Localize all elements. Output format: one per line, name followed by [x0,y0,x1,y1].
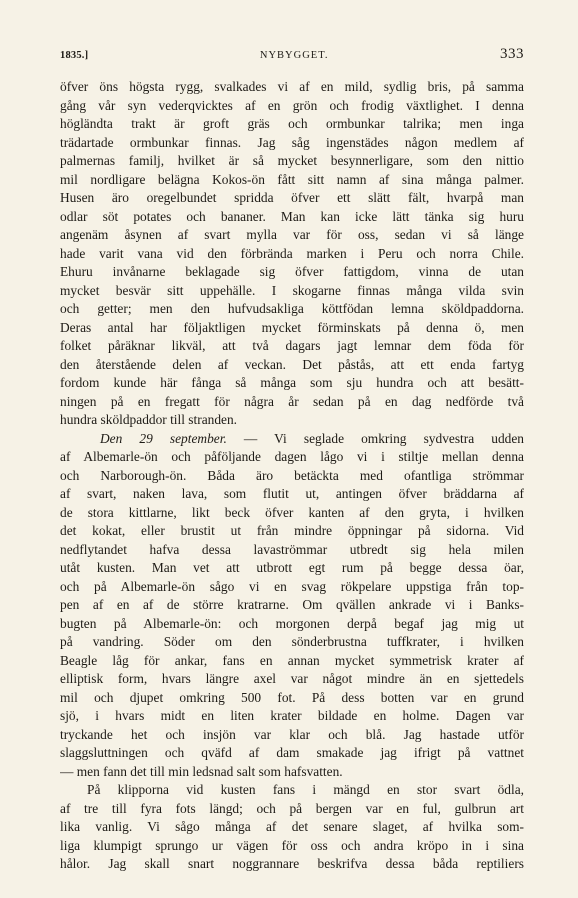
text-line: palmernas familj, hvilket är så mycket besynnerligare, som den nittio [60,153,524,168]
text-line: På klipporna vid kusten fans i mängd en stor svart ödla, [87,782,524,797]
text-line: mil och djupet omkring 500 fot. På dess botten var en grund [60,689,524,705]
text-line: utåt kusten. Man vet att utbrott egt rum på begge dessa öar, [60,560,524,575]
text-line: sjö, i hvars midt en liten krater bildade en holme. Dagen var [60,708,524,723]
text-line: af Albemarle-ön och påföljande dagen lågo vi i stiltje mellan denna [60,449,524,464]
text-line: tryckande het och insjön var klar och blå. Jag hastade utför [60,726,524,742]
text-line: gång vår syn vederqvicktes af en grön och frodig växtlighet. I denna [60,97,524,113]
entry-date: Den 29 september. [100,430,227,446]
text-line: odlar söt potates och bananer. Man kan icke lätt tänka sig huru [60,208,524,224]
text-line: lika vanlig. Vi sågo många af det senare slaget, af hvilka som- [60,819,524,834]
text-line: högländta trakt är groft gräs och ormbunkar talrika; men inga [60,116,524,131]
text-line: och på Albemarle-ön sågo vi en svag rökpelare uppstiga från top- [60,578,524,594]
text-line: trädartade ormbunkar finnas. Jag såg ingenstädes någon medlem af [60,134,524,150]
text-line: Deras antal har följaktligen mycket förminskats på denna ö, men [60,319,524,335]
text-line: af svart, naken lava, som flutit ut, antingen öfver bräddarna af [60,486,524,501]
text-line: på vandring. Söder om den sönderbrustna tuffkrater, i hvilken [60,634,524,649]
text-line: — men fann det till min ledsnad salt som hafsvatten. [60,763,343,779]
text-line: öfver öns högsta rygg, svalkades vi af en mild, sydlig bris, på samma [60,79,524,94]
text-line: hålor. Jag skall snart noggrannare beskrifva dessa båda reptiliers [60,856,524,871]
paragraph-3 [60,781,524,874]
text-line: elliptisk form, hvars längre axel var något mindre än en sjettedels [60,671,524,686]
header-year: 1835.] [60,50,89,61]
text-line: Ehuru invånarne beklagade sig öfver fattigdom, vinna de utan [60,264,524,279]
body-text [60,78,524,874]
running-header [60,46,524,68]
text-line: mycket besvär sitt uppehälle. I skogarne finnas många vilda svin [60,282,524,298]
text-line: Beagle låg för ankar, fans en annan mycket symmetrisk krater af [60,652,524,668]
text-line: bugten på Albemarle-ön: och morgonen derpå begaf jag mig ut [60,615,524,631]
text-line: hade varit vana vid den förbrända marken i Peru och norra Chile. [60,245,524,261]
page-number: 333 [499,46,524,62]
text-line: den återstående delen af veckan. Det påstås, att ett enda fartyg [60,356,524,372]
text-line: det kokat, eller brustit ut från mindre öppningar på sidorna. Vid [60,523,524,538]
text-line [60,430,524,449]
paragraph-2 [60,430,524,782]
text-fragment: — Vi seglade omkring sydvestra udden [226,430,524,446]
text-line: ningen på en fregatt för några år sedan på en dag nedförde två [60,393,524,409]
text-line: hundra sköldpaddor till stranden. [60,412,238,427]
paragraph-1 [60,78,524,430]
text-line: angenäm åsynen af svart mylla var för oss, sedan vi så länge [60,227,524,242]
text-line: mil nordligare belägna Kokos-ön fått sitt namn af sina många palmer. [60,171,524,187]
text-line: Husen äro oregelbundet spridda öfver ett slätt fält, hvarpå man [60,190,524,205]
text-line: pen af en af de större kratrarne. Om qvällen ankrade vi i Banks- [60,597,524,612]
text-line: slaggsluttningen och qväfd af dam smakade jag ifrigt på vattnet [60,745,524,760]
text-line: och Narborough-ön. Båda äro betäckta med ofantliga strömmar [60,467,524,483]
text-line: af tre till fyra fots längd; och på bergen var en ful, gulbrun art [60,800,524,816]
header-title: NYBYGGET. [259,50,329,61]
text-line: de stora kittlarne, likt beck öfver kanten af den gryta, i hvilken [60,504,524,520]
text-line: liga klumpigt sprungo ur vägen för oss och andra kröpo in i sina [60,837,524,853]
text-line: nedflytandet hafva dessa lavaströmmar utbredt sig hela milen [60,541,524,557]
text-line: fordom kunde här fånga så många som sju hundra och att besätt- [60,375,524,390]
text-line: och getter; men den hufvudsakliga köttfödan lemna sköldpaddorna. [60,301,524,316]
text-line: folket påräknar likväl, att två dagars jagt lemnar dem föda för [60,338,524,353]
